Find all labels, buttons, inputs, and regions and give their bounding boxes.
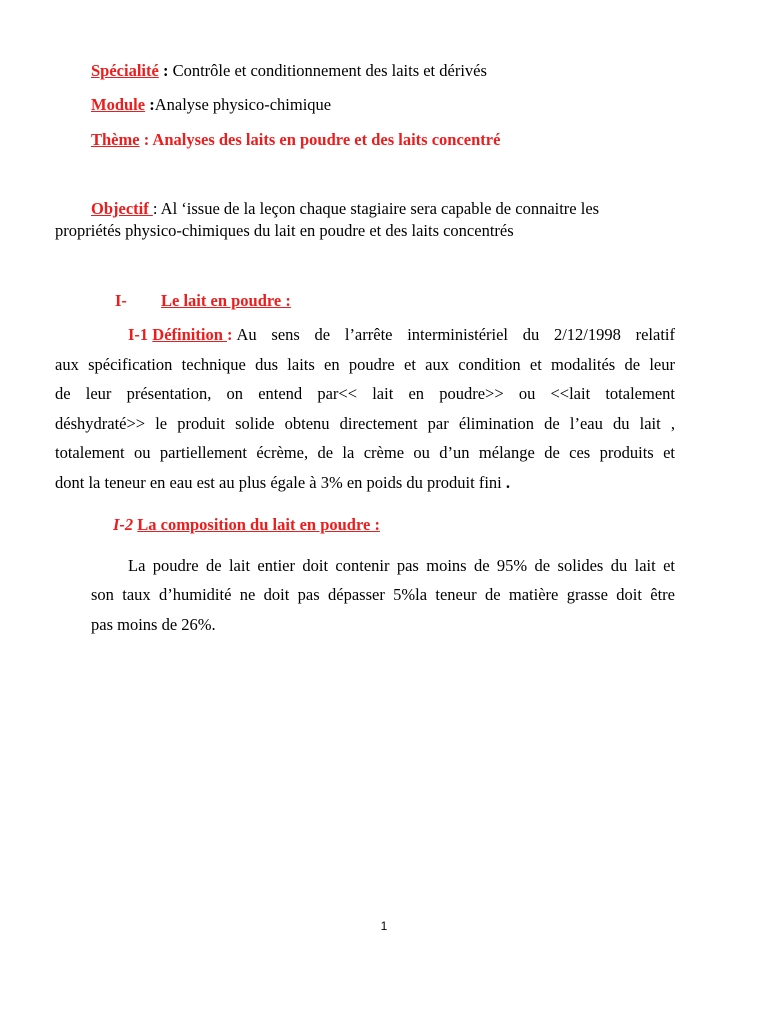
module-separator: : bbox=[145, 95, 155, 114]
theme-line bbox=[91, 130, 500, 150]
definition-colon: : bbox=[227, 325, 233, 344]
definition-text-1: Au sens de l’arrête interministériel du 2/12/1998 relatif bbox=[236, 325, 675, 344]
definition-line-5: totalement ou partiellement écrème, de la crème ou d’un mélange de ces produits et bbox=[55, 443, 675, 462]
composition-number: I-2 bbox=[113, 515, 138, 534]
definition-text-6: dont la teneur en eau est au plus égale à 3% en poids du produit fini bbox=[55, 473, 506, 492]
specialite-value: Contrôle et conditionnement des laits et dérivés bbox=[172, 61, 487, 80]
composition-text-2: son taux d’humidité ne doit pas dépasser 5%la teneur de matière grasse doit être bbox=[91, 585, 675, 604]
theme-label: Thème bbox=[91, 130, 140, 149]
section-title: Le lait en poudre : bbox=[161, 291, 291, 310]
composition-heading bbox=[113, 515, 380, 535]
definition-period: . bbox=[505, 473, 510, 492]
definition-number: I-1 bbox=[128, 325, 153, 344]
theme-value: : Analyses des laits en poudre et des laits concentré bbox=[139, 130, 501, 149]
definition-line-4: déshydraté>> le produit solide obtenu directement par élimination de l’eau du lait , bbox=[55, 414, 675, 433]
composition-line-2 bbox=[91, 585, 675, 605]
specialite-label: Spécialité bbox=[91, 61, 159, 80]
module-value: Analyse physico-chimique bbox=[154, 95, 332, 114]
objectif-text-2: propriétés physico-chimiques du lait en poudre et des laits concentrés bbox=[55, 221, 514, 240]
objectif-label: Objectif bbox=[91, 199, 153, 218]
specialite-line bbox=[91, 61, 487, 81]
composition-text-3: pas moins de 26%. bbox=[91, 615, 216, 634]
section-heading bbox=[115, 291, 291, 311]
composition-title: La composition du lait en poudre : bbox=[137, 515, 380, 534]
module-line bbox=[91, 95, 331, 115]
specialite-separator: : bbox=[158, 61, 173, 80]
module-label: Module bbox=[91, 95, 146, 114]
definition-line-2: aux spécification technique dus laits en poudre et aux condition et modalités de leur bbox=[55, 355, 675, 374]
definition-line-1 bbox=[128, 325, 675, 345]
objectif-line-1 bbox=[91, 199, 599, 219]
composition-line-3 bbox=[91, 615, 216, 635]
objectif-text-1: : Al ‘issue de la leçon chaque stagiaire sera capable de connaitre les bbox=[152, 199, 600, 218]
objectif-line-2 bbox=[55, 221, 514, 241]
section-number: I- bbox=[115, 291, 127, 310]
composition-line-1 bbox=[128, 556, 675, 576]
definition-line-3: de leur présentation, on entend par<< lait en poudre>> ou <<lait totalement bbox=[55, 384, 675, 403]
page-number: 1 bbox=[380, 919, 388, 933]
composition-text-1: La poudre de lait entier doit contenir pas moins de 95% de solides du lait et bbox=[128, 556, 675, 575]
definition-label: Définition bbox=[152, 325, 228, 344]
definition-line-6 bbox=[55, 473, 510, 493]
